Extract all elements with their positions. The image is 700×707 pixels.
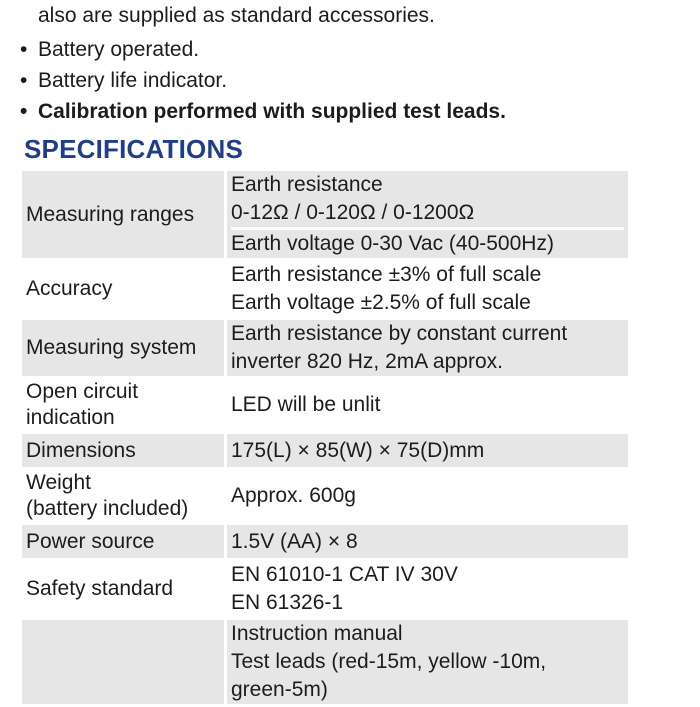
- spec-value: Earth resistance 0-12Ω / 0-120Ω / 0-1200Ω Earth voltage 0-30 Vac (40-500Hz): [224, 171, 628, 258]
- spec-value: Earth resistance ±3% of full scale Earth voltage ±2.5% of full scale: [224, 261, 628, 317]
- spec-value: Approx. 600g: [224, 470, 628, 522]
- feature-text: Battery operated.: [38, 38, 200, 61]
- feature-list: [20, 34, 506, 127]
- spec-label: Open circuit indication: [22, 379, 224, 431]
- bullet-icon: •: [20, 100, 28, 123]
- spec-value: Instruction manual Test leads (red-15m, yellow -10m, green-5m): [224, 620, 628, 704]
- spec-row-safety-standard: [22, 561, 628, 617]
- spec-row-open-circuit: [22, 379, 628, 431]
- feature-item: [20, 34, 506, 65]
- spec-label: Power source: [22, 525, 224, 558]
- feature-text: Battery life indicator.: [38, 69, 228, 92]
- bullet-icon: •: [20, 38, 28, 61]
- intro-text: also are supplied as standard accessories.: [38, 4, 435, 27]
- specifications-table: [22, 168, 628, 707]
- spec-label: Safety standard: [22, 561, 224, 617]
- spec-row-accessories: [22, 620, 628, 704]
- bullet-icon: •: [20, 69, 28, 92]
- spec-value: EN 61010-1 CAT IV 30V EN 61326-1: [224, 561, 628, 617]
- spec-row-power-source: [22, 525, 628, 558]
- spec-value: 1.5V (AA) × 8: [224, 525, 628, 558]
- feature-item: [20, 96, 506, 127]
- spec-row-measuring-system: [22, 320, 628, 376]
- spec-label: Accuracy: [22, 261, 224, 317]
- spec-label: Weight (battery included): [22, 470, 224, 522]
- spec-label: Dimensions: [22, 434, 224, 467]
- spec-row-weight: [22, 470, 628, 522]
- specifications-heading: SPECIFICATIONS: [24, 134, 244, 164]
- spec-row-measuring-ranges: [22, 171, 628, 258]
- spec-row-accuracy: [22, 261, 628, 317]
- spec-value: 175(L) × 85(W) × 75(D)mm: [224, 434, 628, 467]
- spec-label: Measuring ranges: [22, 171, 224, 258]
- feature-text: Calibration performed with supplied test leads.: [38, 100, 506, 123]
- feature-item: [20, 65, 506, 96]
- spec-value: Earth resistance by constant current inverter 820 Hz, 2mA approx.: [224, 320, 628, 376]
- spec-label: [22, 620, 224, 704]
- spec-value: LED will be unlit: [224, 379, 628, 431]
- spec-row-dimensions: [22, 434, 628, 467]
- spec-label: Measuring system: [22, 320, 224, 376]
